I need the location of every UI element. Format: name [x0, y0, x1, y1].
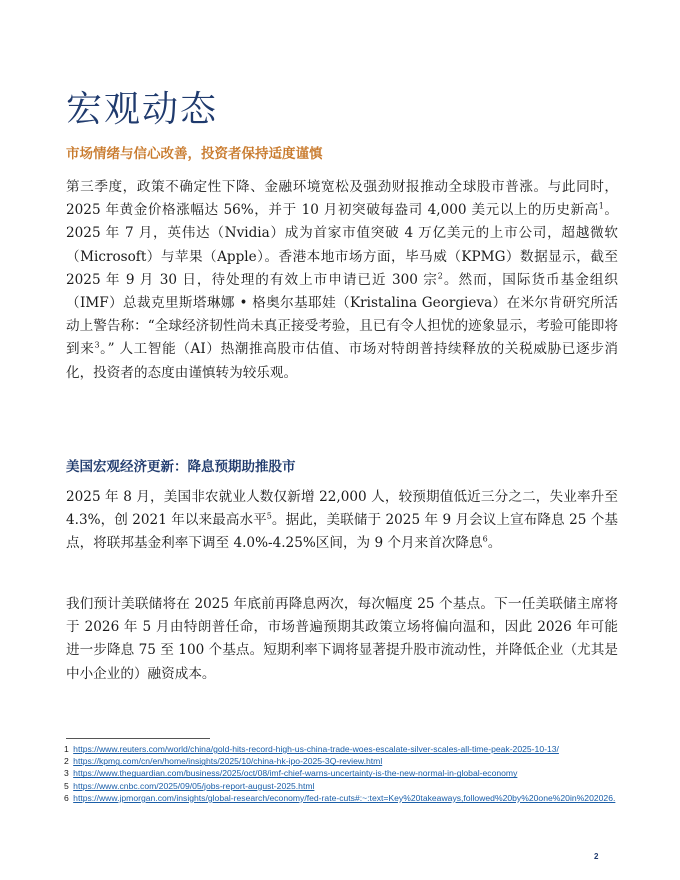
footnote-link[interactable]: https://www.jpmorgan.com/insights/global-research/economy/fed-rate-cuts#:~:text=Key%20takeaways,followed%20by%20one%20in%202026.: [73, 792, 616, 803]
footnote-link[interactable]: https://www.cnbc.com/2025/09/05/jobs-report-august-2025.html: [73, 780, 315, 791]
footnote-item: [64, 780, 624, 792]
page-title: 宏观动态: [66, 89, 219, 130]
text-run: 。2025 年 7 月，英伟达（Nvidia）成为首家市值突破 4 万亿美元的上市公司，超越微软（Microsoft）与苹果（Apple）。香港本地市场方面，毕马威（KPMG）数据显示，截至 2025 年 9 月 30 日，待处理的有效上市申请已近 300 宗: [66, 202, 619, 288]
text-run: 。据此，美联储于 2025 年 9 月会议上宣布降息 25 个基点，将联邦基金利率下调至 4.0%-4.25%区间，为 9 个月来首次降息: [66, 512, 618, 552]
footnote-link[interactable]: https://www.theguardian.com/business/2025/oct/08/imf-chief-warns-uncertainty-is-the-new-normal-in-global-economy: [73, 768, 518, 779]
footnote-item: [64, 767, 624, 779]
text-run: 。然而，国际货币基金组织（IMF）总裁克里斯塔琳娜 • 格奥尔基耶娃（Kristalina Georgieva）在米尔肯研究所活动上警告称：“全球经济韧性尚未真正接受考验，且已有令人担忧的迹象显示，考验可能即将到来: [66, 271, 618, 358]
footnote-link[interactable]: https://www.reuters.com/world/china/gold-hits-record-high-us-china-trade-woes-escalate-silver-scales-all-time-peak-2025-10-13/: [73, 744, 559, 754]
paragraph-market-sentiment: [66, 176, 618, 385]
footnote-divider: [66, 738, 210, 739]
text-run: 第三季度，政策不确定性下降、金融环境宽松及强劲财报推动全球股市普涨。与此同时，2025 年黄金价格涨幅达 56%，并于 10 月初突破每盎司 4,000 美元以上的历史新高: [66, 179, 618, 219]
footnote-item: [64, 743, 624, 755]
footnote-list: [64, 743, 624, 804]
page-number: 2: [594, 852, 599, 861]
paragraph-us-jobs: [66, 486, 618, 556]
footnote-item: [64, 755, 624, 767]
footnote-ref: 3: [94, 340, 100, 350]
footnote-ref: 6: [482, 534, 488, 544]
footnote-number: 3: [64, 768, 69, 779]
footnote-ref: 1: [598, 201, 604, 211]
footnote-link[interactable]: https://kpmg.com/cn/en/home/insights/2025/10/china-hk-ipo-2025-3Q-review.html: [73, 756, 383, 767]
footnote-ref: 5: [266, 511, 272, 521]
footnote-number: 1: [64, 744, 69, 754]
section-heading-us-macro: 美国宏观经济更新：降息预期助推股市: [66, 459, 296, 475]
footnote-number: 6: [64, 792, 69, 803]
text-run: 2025 年 8 月，美国非农就业人数仅新增 22,000 人，较预期值低近三分之二，失业率升至 4.3%，创 2021 年以来最高水平: [66, 489, 618, 529]
footnote-number: 2: [64, 756, 69, 767]
footnote-number: 5: [64, 780, 69, 791]
text-run: 。: [487, 535, 502, 552]
text-run: 。” 人工智能（AI）热潮推高股市估值、市场对特朗普持续释放的关税威胁已逐步消化，投资者的态度由谨慎转为较乐观。: [66, 341, 619, 381]
paragraph-fed-outlook: [66, 593, 618, 686]
footnote-item: [64, 792, 624, 804]
section-heading-market-sentiment: 市场情绪与信心改善，投资者保持适度谨慎: [66, 146, 323, 162]
text-run: 我们预计美联储将在 2025 年底前再降息两次，每次幅度 25 个基点。下一任美联储主席将于 2026 年 5 月由特朗普任命，市场普遍预期其政策立场将偏向温和，因此 2026 年可能进一步降息 75 至 100 个基点。短期利率下调将显著提升股市流动性，并降低企业（尤其是中小企业的）融资成本。: [66, 596, 618, 682]
footnote-ref: 2: [437, 271, 443, 281]
